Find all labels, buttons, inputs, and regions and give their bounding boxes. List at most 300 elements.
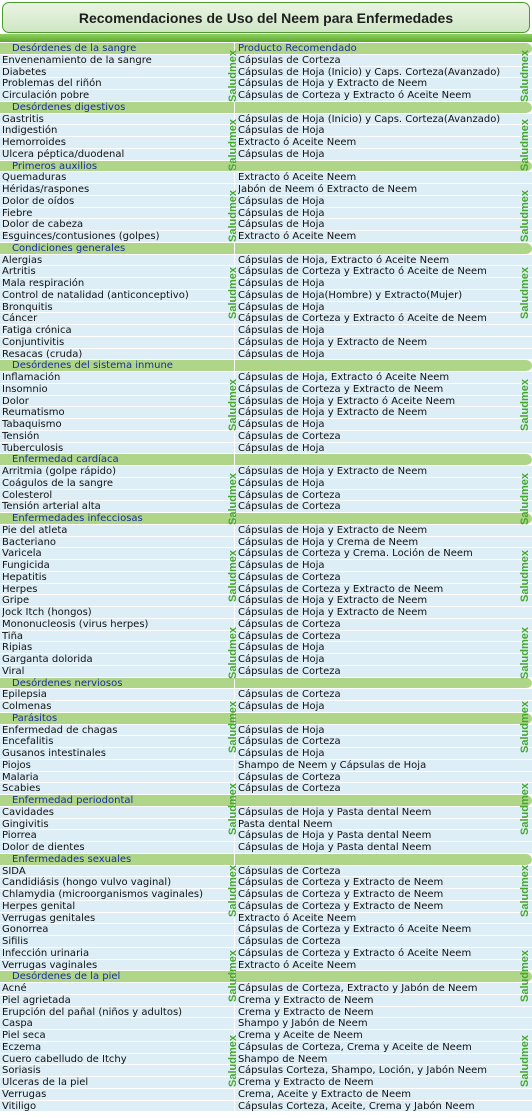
- watermark-right: [518, 185, 532, 247]
- table-row: [0, 560, 532, 572]
- condition-cell: Tensión: [2, 430, 40, 442]
- condition-cell: Piojos: [2, 759, 31, 771]
- watermark-text: Saludmex: [227, 627, 239, 679]
- table-row: [0, 125, 532, 137]
- title-underline-bar: [0, 34, 532, 42]
- product-cell: Cápsulas de Corteza: [238, 936, 341, 947]
- table-row: [0, 748, 532, 760]
- product-cell: Cápsulas de Corteza y Extracto ó Aceite de Neem: [238, 313, 487, 325]
- product-cell: Crema y Extracto de Neem: [238, 994, 374, 1006]
- watermark-right: [518, 622, 532, 684]
- table-row: [0, 995, 532, 1007]
- condition-cell: Herpes: [2, 583, 38, 595]
- product-cell: Cápsulas de Corteza: [238, 618, 341, 630]
- table-row: [0, 255, 532, 267]
- product-cell: Cápsulas de Hoja: [238, 748, 325, 759]
- product-cell: Cápsulas de Hoja y Extracto de Neem: [238, 595, 428, 607]
- section-title: Desórdenes de la piel: [12, 971, 121, 983]
- product-cell: Cápsulas de Hoja(Hombre) y Extracto(Mujer): [238, 289, 463, 301]
- watermark-left: [226, 1030, 240, 1092]
- table-row: [0, 760, 532, 772]
- condition-cell: Cavidades: [2, 806, 54, 818]
- product-cell: Cápsulas de Hoja y Extracto de Neem: [238, 524, 428, 536]
- product-cell: Crema, Aceite y Extracto de Neem: [238, 1088, 412, 1100]
- watermark-right: [518, 262, 532, 324]
- section-title: Primeros auxilios: [12, 160, 98, 172]
- table-row: [0, 701, 532, 713]
- table-row: [0, 866, 532, 878]
- condition-cell: Arritmia (golpe rápido): [2, 466, 116, 477]
- section-header: [0, 713, 532, 725]
- table-row: [0, 889, 532, 901]
- product-cell: Cápsulas de Corteza y Extracto ó Aceite Neem: [238, 924, 472, 936]
- product-cell: Cápsulas de Corteza y Crema. Loción de Neem: [238, 548, 473, 560]
- condition-cell: Fiebre: [2, 207, 33, 219]
- watermark-text: Saludmex: [227, 473, 239, 525]
- product-cell: Cápsulas de Hoja: [238, 442, 325, 454]
- product-cell: Cápsulas de Corteza: [238, 54, 341, 66]
- condition-cell: Infección urinaria: [2, 947, 90, 959]
- product-cell: Cápsulas de Corteza, Extracto y Jabón de Neem: [238, 983, 478, 994]
- product-cell: Cápsulas de Hoja: [238, 195, 325, 207]
- section-title: Desórdenes del sistema inmune: [12, 360, 173, 372]
- table-row: [0, 384, 532, 396]
- watermark-text: Saludmex: [519, 267, 531, 319]
- table-row: [0, 642, 532, 654]
- condition-cell: Colesterol: [2, 489, 53, 501]
- condition-cell: Resacas (cruda): [2, 348, 83, 360]
- product-cell: Cápsulas de Corteza y Extracto de Neem: [238, 583, 444, 595]
- condition-cell: Dolor de cabeza: [2, 219, 84, 231]
- condition-cell: Gusanos intestinales: [2, 748, 106, 759]
- condition-cell: Vitiligo: [2, 1100, 37, 1112]
- table-row: [0, 266, 532, 278]
- section-header: [0, 678, 532, 690]
- condition-cell: Encefalitis: [2, 736, 54, 748]
- table-row: [0, 372, 532, 384]
- condition-cell: Garganta dolorida: [2, 654, 93, 665]
- table-row: [0, 172, 532, 184]
- table-row: [0, 431, 532, 443]
- table-row: [0, 595, 532, 607]
- product-cell: Cápsulas de Hoja y Pasta dental Neem: [238, 842, 432, 853]
- watermark-text: Saludmex: [227, 865, 239, 917]
- table-row: [0, 1101, 532, 1113]
- watermark-left: [226, 696, 240, 758]
- watermark-left: [226, 945, 240, 1007]
- table-row: [0, 325, 532, 337]
- table-row: [0, 1007, 532, 1019]
- watermark-text: Saludmex: [519, 627, 531, 679]
- watermark-text: Saludmex: [519, 550, 531, 602]
- watermark-text: Saludmex: [227, 950, 239, 1002]
- product-cell: Crema y Aceite de Neem: [238, 1030, 363, 1041]
- watermark-left: [226, 622, 240, 684]
- table-row: [0, 466, 532, 478]
- product-cell: Cápsulas de Hoja: [238, 301, 325, 313]
- condition-cell: Piel seca: [2, 1030, 46, 1041]
- page-title: Recomendaciones de Uso del Neem para Enfermedades: [78, 9, 454, 26]
- product-cell: Jabón de Neem ó Extracto de Neem: [238, 184, 418, 195]
- product-cell: Cápsulas de Hoja: [238, 642, 325, 654]
- condition-cell: Acné: [2, 983, 27, 994]
- watermark-text: Saludmex: [519, 950, 531, 1002]
- section-header: [0, 43, 532, 55]
- condition-cell: Ulcera péptica/duodenal: [2, 148, 125, 160]
- product-cell: Cápsulas de Hoja: [238, 207, 325, 219]
- section-header: [0, 854, 532, 866]
- watermark-left: [226, 185, 240, 247]
- table-row: [0, 114, 532, 126]
- table-row: [0, 807, 532, 819]
- watermark-left: [226, 374, 240, 436]
- condition-cell: Ripias: [2, 642, 33, 654]
- product-cell: Cápsulas de Hoja: [238, 701, 325, 712]
- condition-cell: Verrugas genitales: [2, 912, 96, 924]
- condition-cell: Tabaquismo: [2, 419, 62, 430]
- product-cell: Shampo y Jabón de Neem: [238, 1018, 368, 1030]
- table-row: [0, 1018, 532, 1030]
- product-cell: Cápsulas de Hoja y Pasta dental Neem: [238, 806, 432, 818]
- condition-cell: Envenenamiento de la sangre: [2, 54, 152, 66]
- product-cell: Cápsulas de Hoja y Extracto de Neem: [238, 407, 428, 419]
- product-cell: Cápsulas de Hoja: [238, 560, 325, 571]
- condition-cell: Esguinces/contusiones (golpes): [2, 231, 160, 242]
- product-cell: Cápsulas de Corteza y Extracto de Neem: [238, 900, 444, 912]
- condition-cell: Control de natalidad (anticonceptivo): [2, 289, 189, 301]
- table-row: [0, 725, 532, 737]
- section-title: Condiciones generales: [12, 242, 126, 254]
- section-title: Enfermedades sexuales: [12, 853, 132, 865]
- product-cell: Cápsulas de Corteza y Extracto de Neem: [238, 877, 444, 889]
- section-header: [0, 795, 532, 807]
- table-row: [0, 501, 532, 513]
- watermark-text: Saludmex: [227, 783, 239, 835]
- watermark-left: [226, 114, 240, 176]
- table-row: [0, 783, 532, 795]
- product-cell: Cápsulas Corteza, Aceite, Crema y Jabón Neem: [238, 1100, 475, 1112]
- product-cell: Cápsulas de Corteza y Extracto ó Aceite Neem: [238, 947, 472, 959]
- table-row: [0, 572, 532, 584]
- product-cell: Cápsulas de Corteza: [238, 665, 341, 677]
- product-cell: Cápsulas de Corteza: [238, 489, 341, 501]
- condition-cell: Dolor: [2, 395, 29, 407]
- table-row: [0, 819, 532, 831]
- watermark-right: [518, 545, 532, 607]
- product-cell: Cápsulas de Corteza y Extracto de Neem: [238, 889, 444, 900]
- section-header: [0, 102, 532, 114]
- watermark-right: [518, 778, 532, 840]
- condition-cell: Héridas/raspones: [2, 184, 90, 195]
- table-row: [0, 302, 532, 314]
- watermark-text: Saludmex: [519, 379, 531, 431]
- table-row: [0, 772, 532, 784]
- product-cell: Cápsulas de Hoja: [238, 654, 325, 665]
- section-header: [0, 454, 532, 466]
- table-row: [0, 396, 532, 408]
- watermark-right: [518, 468, 532, 530]
- table-row: [0, 90, 532, 102]
- table-row: [0, 1089, 532, 1101]
- table-row: [0, 313, 532, 325]
- table-row: [0, 1054, 532, 1066]
- condition-cell: Insomnio: [2, 383, 48, 395]
- product-cell: Cápsulas de Corteza: [238, 689, 341, 701]
- condition-cell: Eczema: [2, 1041, 42, 1053]
- condition-cell: Dolor de oídos: [2, 195, 75, 207]
- condition-cell: Tensión arterial alta: [2, 501, 101, 513]
- table-row: [0, 913, 532, 925]
- condition-cell: Varicela: [2, 548, 42, 560]
- product-cell: Extracto ó Aceite Neem: [238, 172, 357, 184]
- condition-cell: Indigestión: [2, 125, 58, 137]
- watermark-left: [226, 860, 240, 922]
- table-row: [0, 149, 532, 161]
- condition-cell: Chlamydia (microorganismos vaginales): [2, 889, 204, 900]
- watermark-text: Saludmex: [519, 119, 531, 171]
- table-row: [0, 67, 532, 79]
- product-cell: Cápsulas de Corteza: [238, 630, 341, 642]
- condition-cell: Bacteriano: [2, 536, 57, 548]
- product-cell: Extracto ó Aceite Neem: [238, 137, 357, 148]
- condition-cell: Piel agrietada: [2, 994, 71, 1006]
- condition-cell: Conjuntivitis: [2, 336, 65, 348]
- section-header: [0, 513, 532, 525]
- condition-cell: Epilepsia: [2, 689, 47, 701]
- condition-cell: Ulceras de la piel: [2, 1077, 89, 1088]
- condition-cell: Inflamación: [2, 372, 61, 383]
- condition-cell: Soriasis: [2, 1065, 41, 1077]
- product-cell: Cápsulas de Corteza: [238, 501, 341, 513]
- product-cell: Shampo de Neem: [238, 1053, 328, 1065]
- product-cell: Cápsulas de Hoja (Inicio) y Caps. Corteza(Avanzado): [238, 113, 501, 125]
- condition-cell: Gonorrea: [2, 924, 49, 936]
- product-cell: Pasta dental Neem: [238, 818, 333, 830]
- watermark-right: [518, 374, 532, 436]
- condition-cell: Fungicida: [2, 560, 50, 571]
- product-cell: Cápsulas de Hoja: [238, 278, 325, 289]
- table-row: [0, 349, 532, 361]
- watermark-text: Saludmex: [227, 190, 239, 242]
- table-row: [0, 184, 532, 196]
- condition-cell: Circulación pobre: [2, 90, 90, 101]
- product-cell: Cápsulas de Hoja: [238, 348, 325, 360]
- watermark-left: [226, 468, 240, 530]
- table-row: [0, 478, 532, 490]
- condition-cell: Hemorroides: [2, 137, 66, 148]
- watermark-text: Saludmex: [227, 550, 239, 602]
- watermark-text: Saludmex: [519, 783, 531, 835]
- product-cell: Cápsulas de Hoja y Extracto de Neem: [238, 78, 428, 90]
- product-cell: Extracto ó Aceite Neem: [238, 912, 357, 924]
- product-cell: Crema y Extracto de Neem: [238, 1077, 374, 1088]
- product-cell: Cápsulas de Corteza: [238, 430, 341, 442]
- product-cell: Cápsulas de Hoja y Extracto de Neem: [238, 466, 428, 477]
- condition-cell: Sifilis: [2, 936, 29, 947]
- section-title: Parásitos: [12, 712, 58, 724]
- product-cell: Cápsulas de Hoja y Extracto de Neem: [238, 607, 428, 618]
- watermark-text: Saludmex: [227, 701, 239, 753]
- condition-cell: Piorrea: [2, 830, 37, 842]
- condition-cell: Jock Itch (hongos): [2, 607, 92, 618]
- condition-cell: Diabetes: [2, 66, 47, 78]
- table-row: [0, 490, 532, 502]
- product-cell: Cápsulas de Hoja y Extracto ó Aceite Neem: [238, 395, 456, 407]
- product-cell: Cápsulas de Corteza y Extracto ó Aceite de Neem: [238, 266, 487, 278]
- condition-cell: Herpes genital: [2, 900, 76, 912]
- watermark-text: Saludmex: [227, 119, 239, 171]
- condition-cell: Artritis: [2, 266, 36, 278]
- condition-cell: Fatiga crónica: [2, 325, 72, 336]
- condition-cell: Enfermedad de chagas: [2, 724, 118, 736]
- product-cell: Cápsulas de Corteza: [238, 736, 341, 748]
- table-row: [0, 443, 532, 455]
- table-row: [0, 948, 532, 960]
- product-cell: Cápsulas de Corteza, Crema y Aceite de Neem: [238, 1041, 472, 1053]
- condition-cell: SIDA: [2, 865, 26, 877]
- product-cell: Cápsulas de Corteza y Extracto ó Aceite Neem: [238, 90, 472, 101]
- table-row: [0, 1077, 532, 1089]
- table-row: [0, 631, 532, 643]
- condition-cell: Viral: [2, 665, 25, 677]
- product-cell: Cápsulas de Hoja: [238, 325, 325, 336]
- table-row: [0, 137, 532, 149]
- watermark-right: [518, 696, 532, 758]
- condition-cell: Coágulos de la sangre: [2, 477, 114, 489]
- watermark-text: Saludmex: [519, 701, 531, 753]
- condition-cell: Verrugas: [2, 1088, 47, 1100]
- table-row: [0, 983, 532, 995]
- product-cell: Cápsulas de Corteza: [238, 783, 341, 795]
- section-header: [0, 161, 532, 173]
- table-row: [0, 231, 532, 243]
- table-row: [0, 607, 532, 619]
- table-row: [0, 654, 532, 666]
- product-cell: Cápsulas de Hoja: [238, 477, 325, 489]
- table-row: [0, 196, 532, 208]
- product-cell: Cápsulas de Hoja (Inicio) y Caps. Corteza(Avanzado): [238, 66, 501, 78]
- watermark-text: Saludmex: [519, 190, 531, 242]
- table-row: [0, 736, 532, 748]
- table-row: [0, 537, 532, 549]
- table-row: [0, 278, 532, 290]
- condition-cell: Quemaduras: [2, 172, 67, 184]
- product-cell: Cápsulas de Corteza: [238, 571, 341, 583]
- watermark-text: Saludmex: [227, 1035, 239, 1087]
- condition-cell: Gingivitis: [2, 818, 49, 830]
- condition-cell: Cuero cabelludo de Itchy: [2, 1053, 127, 1065]
- table-row: [0, 1042, 532, 1054]
- watermark-left: [226, 262, 240, 324]
- condition-cell: Colmenas: [2, 701, 52, 712]
- table-row: [0, 1065, 532, 1077]
- product-cell: Cápsulas de Corteza y Extracto de Neem: [238, 383, 444, 395]
- column-header-product: Producto Recomendado: [238, 43, 357, 54]
- condition-cell: Cáncer: [2, 313, 38, 325]
- condition-cell: Caspa: [2, 1018, 33, 1030]
- table-row: [0, 584, 532, 596]
- watermark-text: Saludmex: [519, 1035, 531, 1087]
- section-title: Desórdenes digestivos: [12, 101, 126, 113]
- product-cell: Cápsulas de Hoja: [238, 724, 325, 736]
- condition-cell: Gripe: [2, 595, 30, 607]
- section-title: Enfermedad periodontal: [12, 795, 134, 806]
- section-title: Desórdenes nerviosos: [12, 677, 123, 689]
- table-row: [0, 960, 532, 972]
- table-row: [0, 842, 532, 854]
- section-header: [0, 971, 532, 983]
- product-cell: Cápsulas de Hoja: [238, 125, 325, 137]
- recommendations-table: [0, 43, 532, 1112]
- watermark-right: [518, 114, 532, 176]
- watermark-left: [226, 45, 240, 107]
- condition-cell: Dolor de dientes: [2, 842, 85, 853]
- product-cell: Cápsulas de Hoja, Extracto ó Aceite Neem: [238, 372, 450, 383]
- watermark-right: [518, 945, 532, 1007]
- table-row: [0, 525, 532, 537]
- table-row: [0, 419, 532, 431]
- section-title: Enfermedad cardíaca: [12, 454, 119, 466]
- table-row: [0, 901, 532, 913]
- product-cell: Cápsulas de Hoja y Pasta dental Neem: [238, 830, 432, 842]
- product-cell: Cápsulas de Hoja y Crema de Neem: [238, 536, 419, 548]
- condition-cell: Candidiásis (hongo vulvo vaginal): [2, 877, 172, 889]
- title-banner: [2, 2, 530, 33]
- watermark-text: Saludmex: [519, 50, 531, 102]
- table-row: [0, 877, 532, 889]
- section-title: Desórdenes de la sangre: [12, 43, 137, 54]
- watermark-left: [226, 545, 240, 607]
- watermark-text: Saludmex: [227, 379, 239, 431]
- table-row: [0, 219, 532, 231]
- watermark-text: Saludmex: [519, 473, 531, 525]
- table-row: [0, 55, 532, 67]
- watermark-text: Saludmex: [227, 267, 239, 319]
- condition-cell: Tiña: [2, 630, 24, 642]
- watermark-right: [518, 860, 532, 922]
- condition-cell: Gastritis: [2, 113, 44, 125]
- table-row: [0, 830, 532, 842]
- condition-cell: Mala respiración: [2, 278, 85, 289]
- table-row: [0, 290, 532, 302]
- table-row: [0, 78, 532, 90]
- product-cell: Cápsulas de Hoja, Extracto ó Aceite Neem: [238, 254, 450, 266]
- table-row: [0, 208, 532, 220]
- condition-cell: Mononucleosis (virus herpes): [2, 618, 149, 630]
- table-row: [0, 1030, 532, 1042]
- product-cell: Cápsulas de Hoja y Extracto de Neem: [238, 336, 428, 348]
- table-row: [0, 619, 532, 631]
- condition-cell: Malaria: [2, 771, 39, 783]
- section-title: Enfermedades infecciosas: [12, 513, 143, 524]
- table-row: [0, 666, 532, 678]
- product-cell: Cápsulas de Hoja: [238, 419, 325, 430]
- watermark-text: Saludmex: [519, 865, 531, 917]
- condition-cell: Verrugas vaginales: [2, 959, 98, 971]
- watermark-left: [226, 778, 240, 840]
- condition-cell: Tuberculosis: [2, 442, 64, 454]
- table-row: [0, 936, 532, 948]
- table-row: [0, 337, 532, 349]
- watermark-right: [518, 1030, 532, 1092]
- table-row: [0, 407, 532, 419]
- condition-cell: Bronquitis: [2, 301, 53, 313]
- product-cell: Shampo de Neem y Cápsulas de Hoja: [238, 759, 427, 771]
- condition-cell: Problemas del riñón: [2, 78, 102, 90]
- condition-cell: Hepatitis: [2, 571, 47, 583]
- condition-cell: Reumatismo: [2, 407, 65, 419]
- watermark-text: Saludmex: [227, 50, 239, 102]
